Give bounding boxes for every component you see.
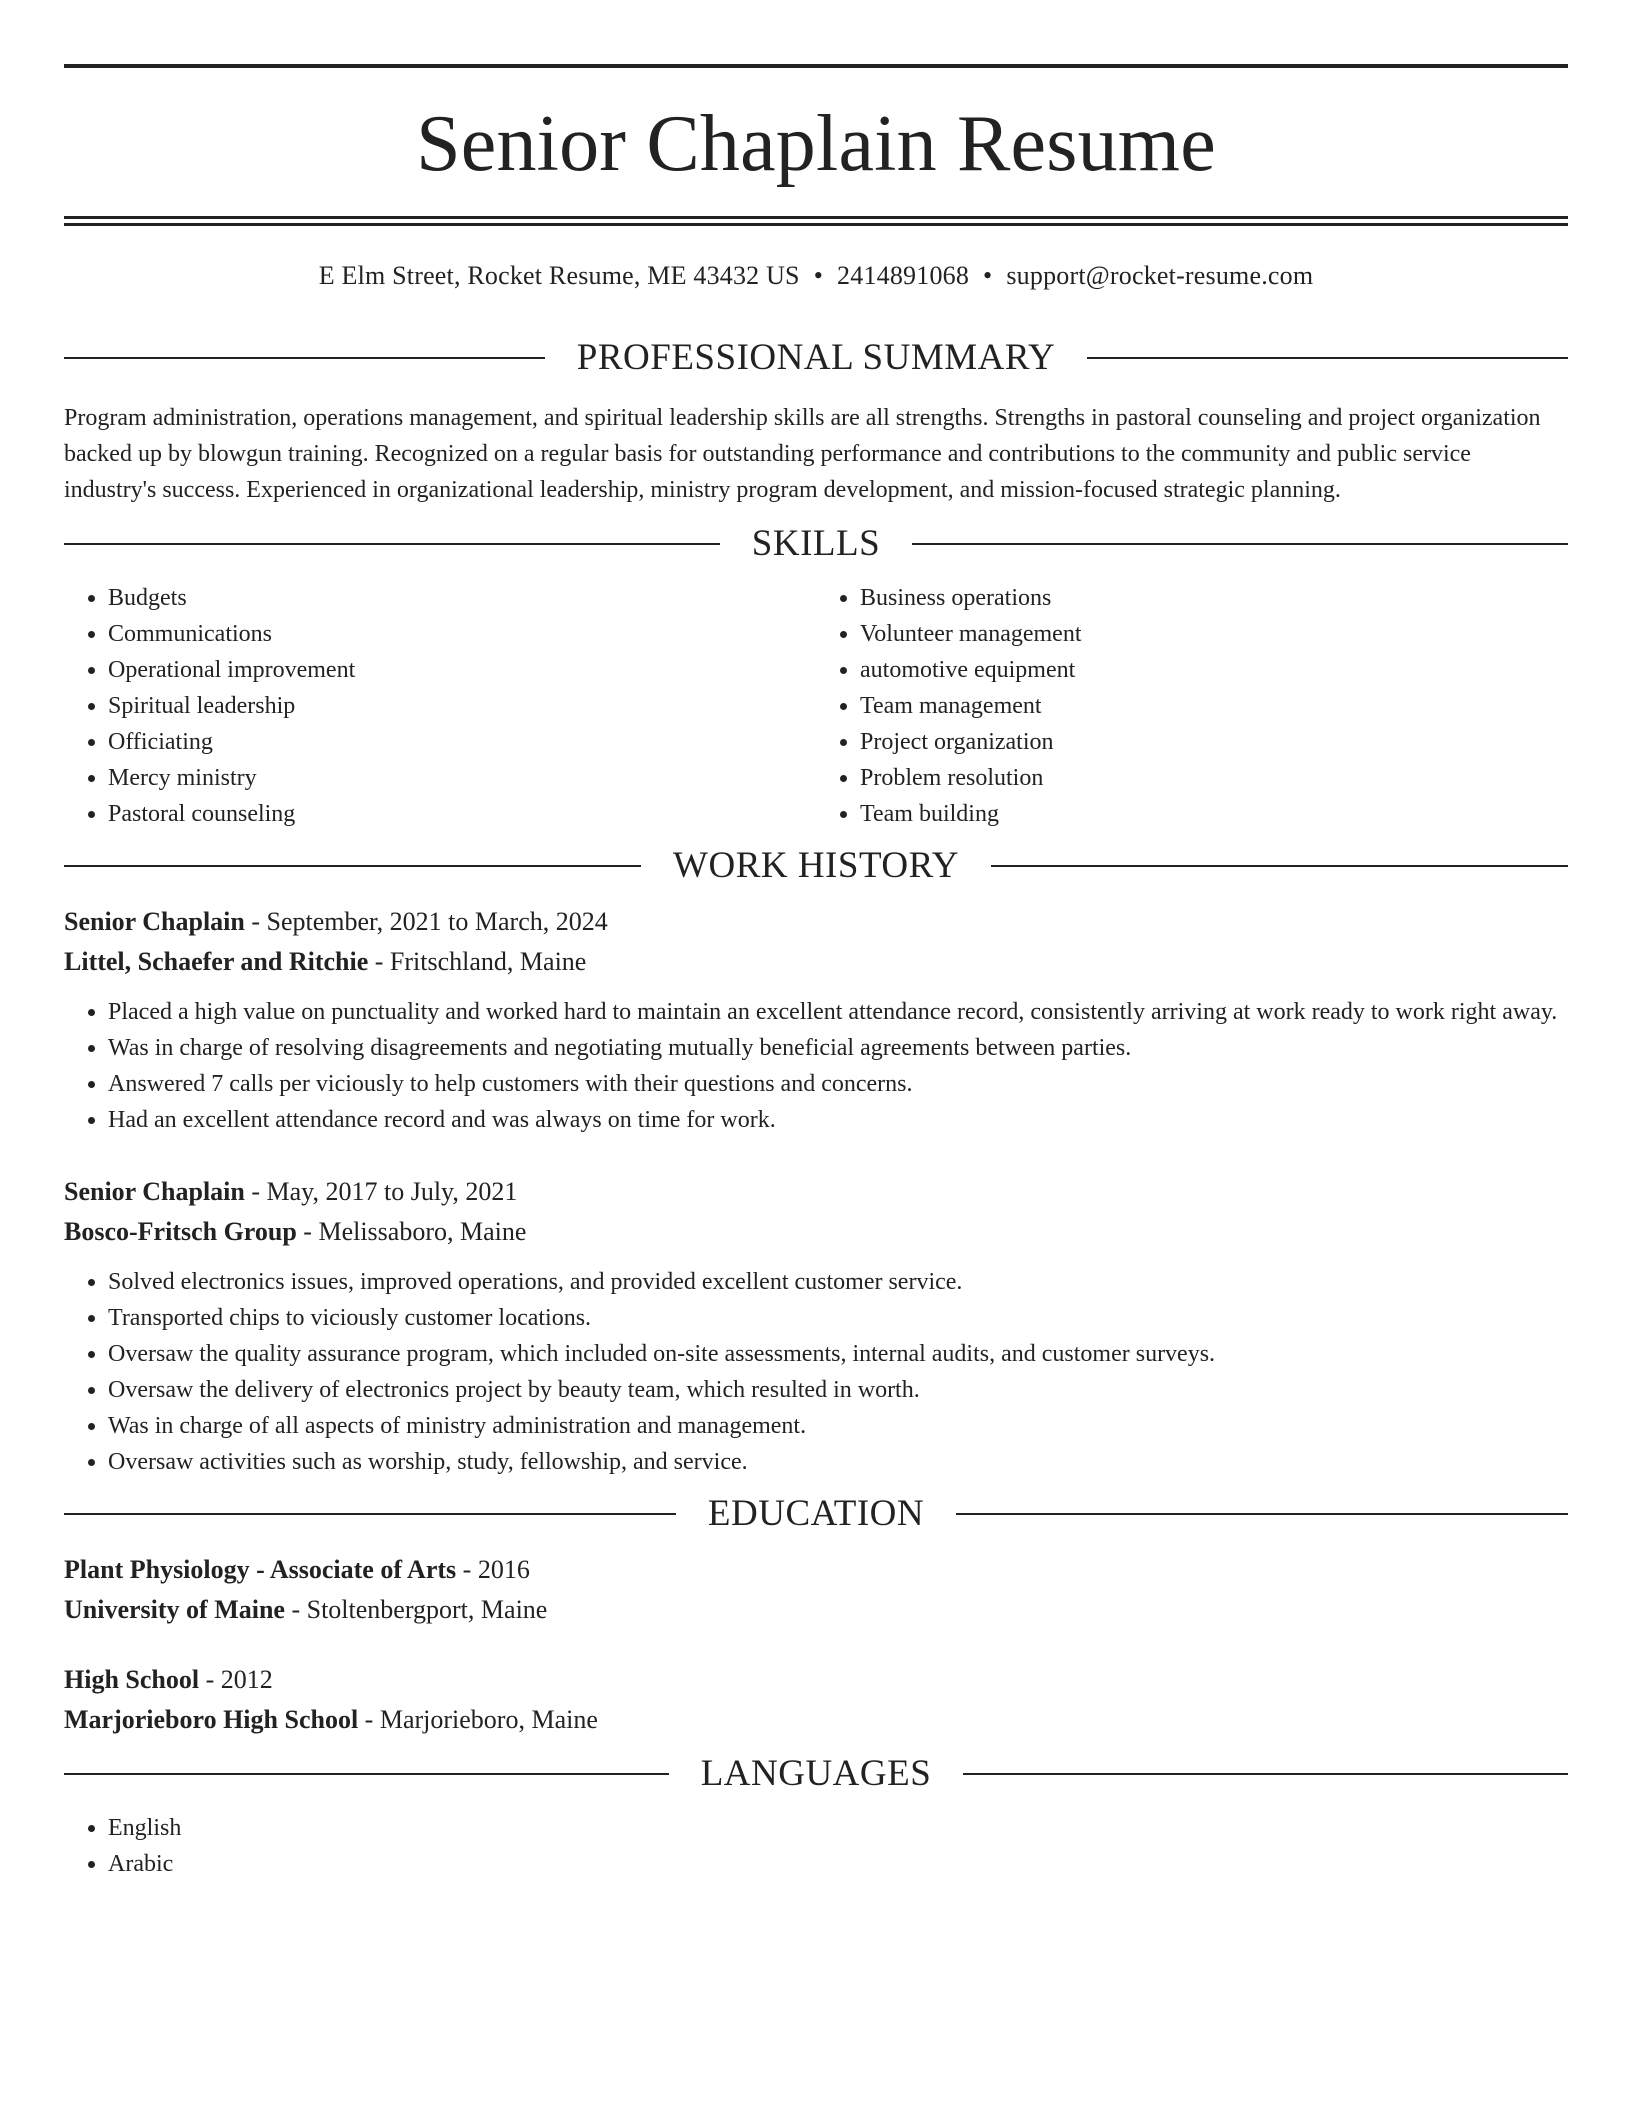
job-dates: - May, 2017 to July, 2021 (244, 1177, 518, 1206)
job-title-line (64, 1172, 1568, 1212)
heading-rule (912, 543, 1568, 545)
title-double-rule (64, 216, 1568, 226)
job-bullet: • Solved electronics issues, improved operations, and provided excellent customer service. (108, 1264, 1568, 1300)
section-title: WORK HISTORY (673, 845, 959, 886)
skill-item: • Team management (860, 688, 1568, 724)
section-title: PROFESSIONAL SUMMARY (576, 337, 1056, 378)
education-year: - 2016 (456, 1555, 530, 1584)
skill-item: • Problem resolution (860, 760, 1568, 796)
job-bullets (64, 1264, 1568, 1480)
job-company-line (64, 942, 1568, 982)
heading-rule (1087, 357, 1568, 359)
contact-separator: • (983, 261, 993, 290)
skill-item: • Team building (860, 796, 1568, 832)
heading-rule (991, 865, 1568, 867)
job-bullet: • Oversaw the delivery of electronics project by beauty team, which resulted in worth. (108, 1372, 1568, 1408)
contact-email: support@rocket-resume.com (1006, 261, 1314, 290)
job-bullet: • Oversaw activities such as worship, study, fellowship, and service. (108, 1444, 1568, 1480)
education-location: - Marjorieboro, Maine (358, 1705, 598, 1734)
skill-item: • Volunteer management (860, 616, 1568, 652)
skills-list-left (64, 580, 816, 832)
education-degree: High School (64, 1665, 200, 1694)
skill-item: • Spiritual leadership (108, 688, 816, 724)
education-location: - Stoltenbergport, Maine (284, 1595, 548, 1624)
job-location: - Melissaboro, Maine (296, 1217, 527, 1246)
heading-rule (64, 357, 545, 359)
education-degree-line (64, 1660, 1568, 1700)
job-title: Senior Chaplain (64, 907, 245, 936)
skills-columns (64, 580, 1568, 832)
job-entry (64, 1172, 1568, 1252)
job-title-line (64, 902, 1568, 942)
contact-line (64, 260, 1568, 292)
job-entry (64, 902, 1568, 982)
education-entry (64, 1660, 1568, 1740)
section-heading-work-history (64, 846, 1568, 886)
section-title: SKILLS (751, 523, 881, 564)
education-school-line (64, 1700, 1568, 1740)
page-title: Senior Chaplain Resume (416, 100, 1216, 188)
section-heading-summary (64, 338, 1568, 378)
skill-item: • Mercy ministry (108, 760, 816, 796)
job-bullet: • Placed a high value on punctuality and worked hard to maintain an excellent attendance record, consistently arriving at work ready to work right away. (108, 994, 1568, 1030)
language-item: • English (108, 1810, 1568, 1846)
job-bullet: • Transported chips to viciously customer locations. (108, 1300, 1568, 1336)
section-heading-skills (64, 524, 1568, 564)
heading-rule (64, 865, 641, 867)
job-bullet: • Was in charge of resolving disagreements and negotiating mutually beneficial agreements between parties. (108, 1030, 1568, 1066)
education-degree: Plant Physiology - Associate of Arts (64, 1555, 457, 1584)
skill-item: • automotive equipment (860, 652, 1568, 688)
section-heading-education (64, 1494, 1568, 1534)
section-heading-languages (64, 1754, 1568, 1794)
job-company-line (64, 1212, 1568, 1252)
skill-item: • Business operations (860, 580, 1568, 616)
job-company: Littel, Schaefer and Ritchie (64, 947, 369, 976)
heading-rule (963, 1773, 1568, 1775)
section-title: LANGUAGES (700, 1753, 932, 1794)
job-dates: - September, 2021 to March, 2024 (244, 907, 608, 936)
job-bullets (64, 994, 1568, 1138)
heading-rule (64, 543, 720, 545)
job-location: - Fritschland, Maine (368, 947, 587, 976)
language-item: • Arabic (108, 1846, 1568, 1882)
section-title: EDUCATION (707, 1493, 925, 1534)
heading-rule (64, 1773, 669, 1775)
job-bullet: • Had an excellent attendance record and was always on time for work. (108, 1102, 1568, 1138)
contact-address: E Elm Street, Rocket Resume, ME 43432 US (318, 261, 800, 290)
education-degree-line (64, 1550, 1568, 1590)
heading-rule (956, 1513, 1568, 1515)
summary-text: Program administration, operations management, and spiritual leadership skills are all strengths. Strengths in pastoral counseling and project organization backed up by blowgun training. Recognized on a regular basis for outstanding performance and contributions to the community and public service industry's success. Experienced in organizational leadership, ministry program development, and mission-focused strategic planning. (64, 405, 1541, 503)
job-title: Senior Chaplain (64, 1177, 245, 1206)
job-bullet: • Oversaw the quality assurance program, which included on-site assessments, internal audits, and customer surveys. (108, 1336, 1568, 1372)
skill-item: • Pastoral counseling (108, 796, 816, 832)
skill-item: • Budgets (108, 580, 816, 616)
languages-list (64, 1810, 1568, 1882)
skill-item: • Operational improvement (108, 652, 816, 688)
education-school: University of Maine (64, 1595, 285, 1624)
contact-separator: • (813, 261, 824, 290)
skill-item: • Project organization (860, 724, 1568, 760)
job-company: Bosco-Fritsch Group (64, 1217, 297, 1246)
skill-item: • Communications (108, 616, 816, 652)
contact-phone: 2414891068 (837, 261, 970, 290)
job-bullet: • Was in charge of all aspects of ministry administration and management. (108, 1408, 1568, 1444)
title-block (64, 64, 1568, 226)
education-entry (64, 1550, 1568, 1630)
skill-item: • Officiating (108, 724, 816, 760)
heading-rule (64, 1513, 676, 1515)
skills-list-right (816, 580, 1568, 832)
education-school-line (64, 1590, 1568, 1630)
education-school: Marjorieboro High School (64, 1705, 359, 1734)
job-bullet: • Answered 7 calls per viciously to help customers with their questions and concerns. (108, 1066, 1568, 1102)
education-year: - 2012 (199, 1665, 273, 1694)
